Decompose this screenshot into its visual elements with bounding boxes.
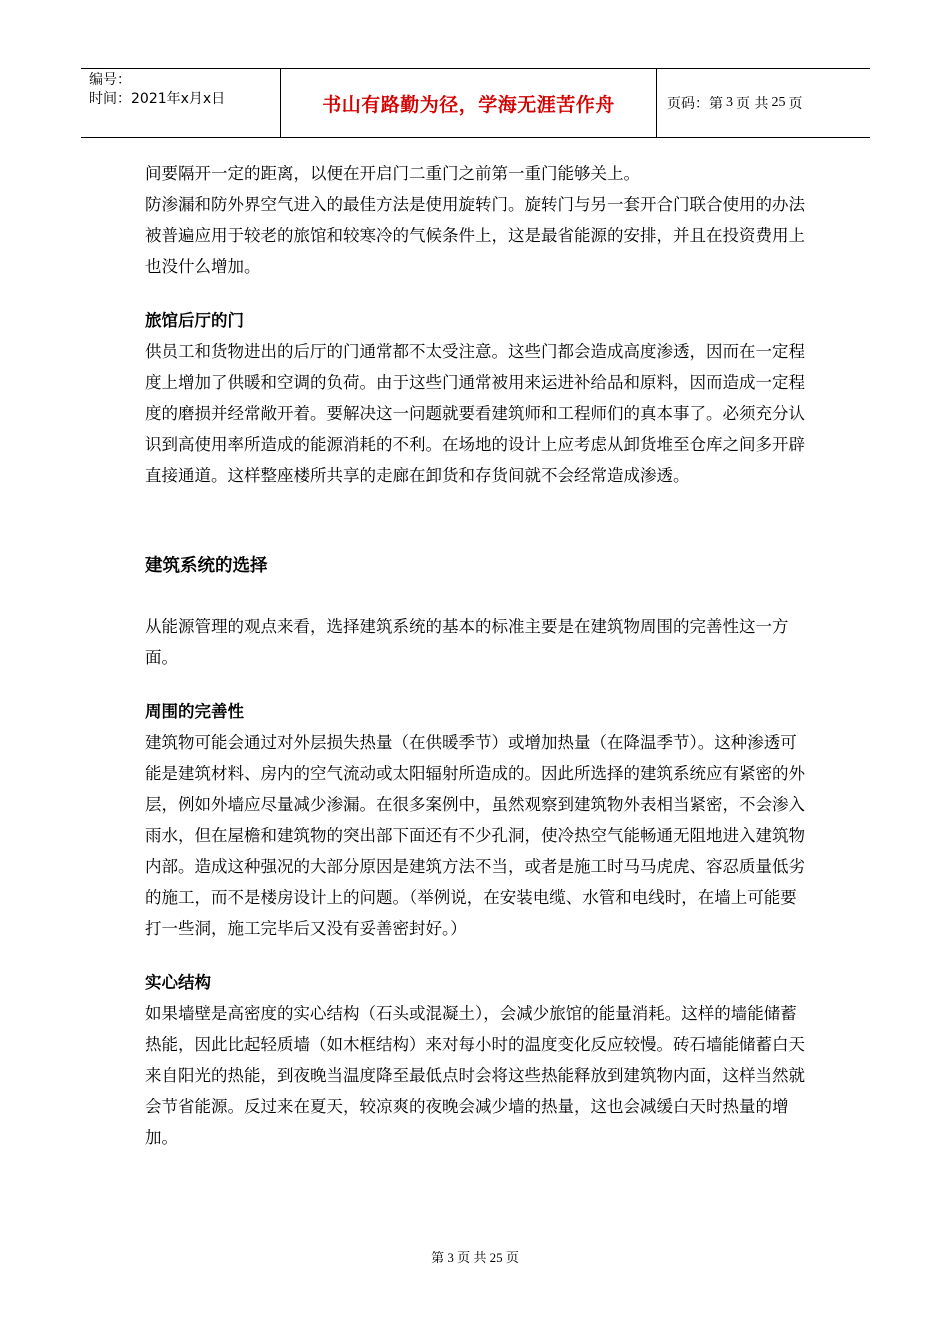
serial-label: 编号：: [89, 72, 131, 88]
time-label: 时间：2021年x月x日: [89, 91, 226, 107]
heading-back-door: 旅馆后厅的门: [145, 311, 244, 330]
page-footer: 第 3 页 共 25 页: [431, 1250, 519, 1265]
header-page-number: [657, 69, 870, 137]
document-body: [145, 158, 805, 1153]
heading-solid-structure: 实心结构: [145, 973, 211, 992]
paragraph-revolving-door: 防渗漏和防外界空气进入的最佳方法是使用旋转门。旋转门与另一套开合门联合使用的办法被普遍应用于较老的旅馆和较寒冷的气候条件上，这是最省能源的安排，并且在投资费用上也没什么增加。: [145, 195, 805, 276]
page-suffix: 页: [788, 96, 803, 112]
header-meta: [81, 69, 281, 137]
page-header: [81, 68, 870, 138]
paragraph-back-door: 供员工和货物进出的后厅的门通常都不太受注意。这些门都会造成高度渗透，因而在一定程度上增加了供暖和空调的负荷。由于这些门通常被用来运进补给品和原料，因而造成一定程度的磨损并经常敞开着。要解决这一问题就要看建筑师和工程师们的真本事了。必须充分认识到高使用率所造成的能源消耗的不利。在场地的设计上应考虑从卸货堆至仓库之间多开辟直接通道。这样整座楼所共享的走廊在卸货和存货间就不会经常造成渗透。: [145, 342, 805, 485]
header-motto: 书山有路勤为径，学海无涯苦作舟: [281, 69, 657, 137]
paragraph-solid-structure: 如果墙壁是高密度的实心结构（石头或混凝土），会减少旅馆的能量消耗。这样的墙能储蓄热能，因此比起轻质墙（如木框结构）来对每小时的温度变化反应较慢。砖石墙能储蓄白天来自阳光的热能，到夜晚当温度降至最低点时会将这些热能释放到建筑物内面，这样当然就会节省能源。反过来在夏天，较凉爽的夜晚会减少墙的热量，这也会减缓白天时热量的增加。: [145, 1004, 805, 1147]
paragraph-building-system: 从能源管理的观点来看，选择建筑系统的基本的标准主要是在建筑物周围的完善性这一方面。: [145, 617, 789, 667]
page-total: 25: [771, 95, 786, 110]
paragraph-door-distance: 间要隔开一定的距离，以便在开启门二重门之前第一重门能够关上。: [145, 164, 640, 183]
paragraph-perimeter: 建筑物可能会通过对外层损失热量（在供暖季节）或增加热量（在降温季节）。这种渗透可能是建筑材料、房内的空气流动或太阳辐射所造成的。因此所选择的建筑系统应有紧密的外层，例如外墙应尽量减少渗漏。在很多案例中，虽然观察到建筑物外表相当紧密，不会渗入雨水，但在屋檐和建筑物的突出部下面还有不少孔洞，使冷热空气能畅通无阻地进入建筑物内部。造成这种强况的大部分原因是建筑方法不当，或者是施工时马马虎虎、容忍质量低劣的施工，而不是楼房设计上的问题。（举例说，在安装电缆、水管和电线时，在墙上可能要打一些洞，施工完毕后又没有妥善密封好。）: [145, 733, 805, 938]
page-current: 3: [726, 95, 733, 110]
page-mid: 页 共: [736, 96, 769, 112]
heading-perimeter: 周围的完善性: [145, 702, 244, 721]
heading-building-system: 建筑系统的选择: [145, 556, 268, 576]
page-prefix: 页码：第: [667, 96, 723, 112]
